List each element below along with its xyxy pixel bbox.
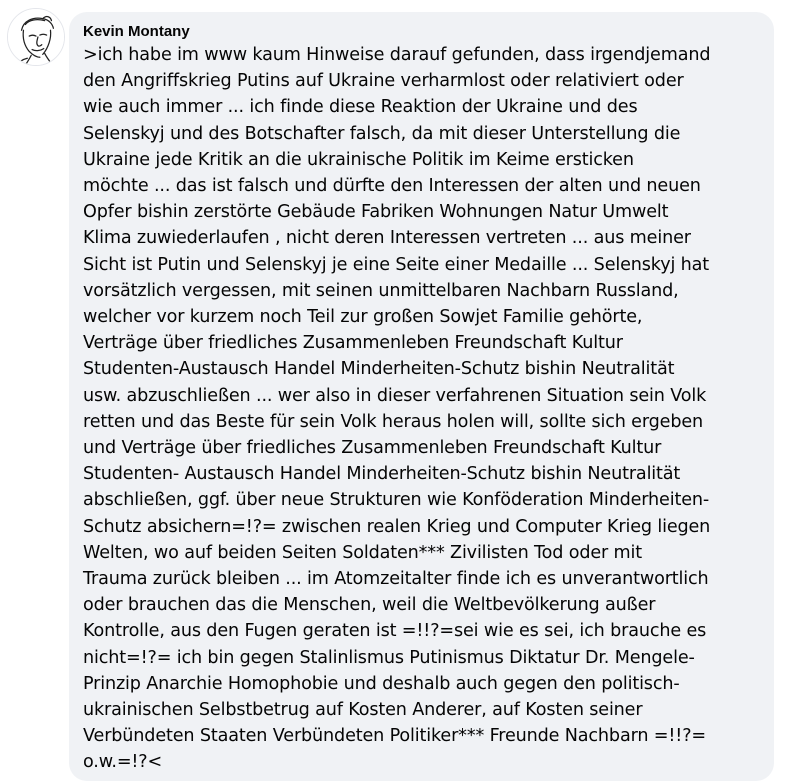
sketch-face-avatar-icon	[8, 9, 64, 65]
comment-bubble	[69, 12, 774, 781]
comment-author[interactable]: Kevin Montany	[83, 23, 190, 40]
avatar[interactable]	[7, 8, 65, 66]
comment-text: >ich habe im www kaum Hinweise darauf gefunden, dass irgendjemand den Angriffskrieg Putins auf Ukraine verharmlost oder relativiert oder wie auch immer ... ich finde diese Reaktion der Ukraine und des Selenskyj und des Botschafter falsch, da mit dieser Unterstellung die Ukraine jede Kritik an die ukrainische Politik im Keime ersticken möchte ... das ist falsch und dürfte den Interessen der alten und neuen Opfer bishin zerstörte Gebäude Fabriken Wohnungen Natur Umwelt Klima zuwiederlaufen , nicht deren Interessen vertreten ... aus meiner Sicht ist Putin und Selenskyj je eine Seite einer Medaille ... Selenskyj hat vorsätzlich vergessen, mit seinen unmittelbaren Nachbarn Russland, welcher vor kurzem noch Teil zur großen Sowjet Familie gehörte, Verträge über friedliches Zusammenleben Freundschaft Kultur Studenten-Austausch Handel Minderheiten-Schutz bishin Neutralität usw. abzuschließen ... wer also in dieser verfahrenen Situation sein Volk retten und das Beste für sein Volk heraus holen will, sollte sich ergeben und Verträge über friedliches Zusammenleben Freundschaft Kultur Studenten- Austausch Handel Minderheiten-Schutz bishin Neutralität abschließen, ggf. über neue Strukturen wie Konföderation Minderheiten- Schutz absichern=!?= zwischen realen Krieg und Computer Krieg liegen Welten, wo auf beiden Seiten Soldaten*** Zivilisten Tod oder mit Trauma zurück bleiben ... im Atomzeitalter finde ich es unverantwortlich oder brauchen das die Menschen, weil die Weltbevölkerung außer Kontrolle, aus den Fugen geraten ist =!!?=sei wie es sei, ich brauche es nicht=!?= ich bin gegen Stalinlismus Putinismus Diktatur Dr. Mengele- Prinzip Anarchie Homophobie und deshalb auch gegen den politisch- ukrainischen Selbstbetrug auf Kosten Anderer, auf Kosten seiner Verbündeten Staaten Verbündeten Politiker*** Freunde Nachbarn =!!?= o.w.=!?<	[83, 45, 711, 773]
